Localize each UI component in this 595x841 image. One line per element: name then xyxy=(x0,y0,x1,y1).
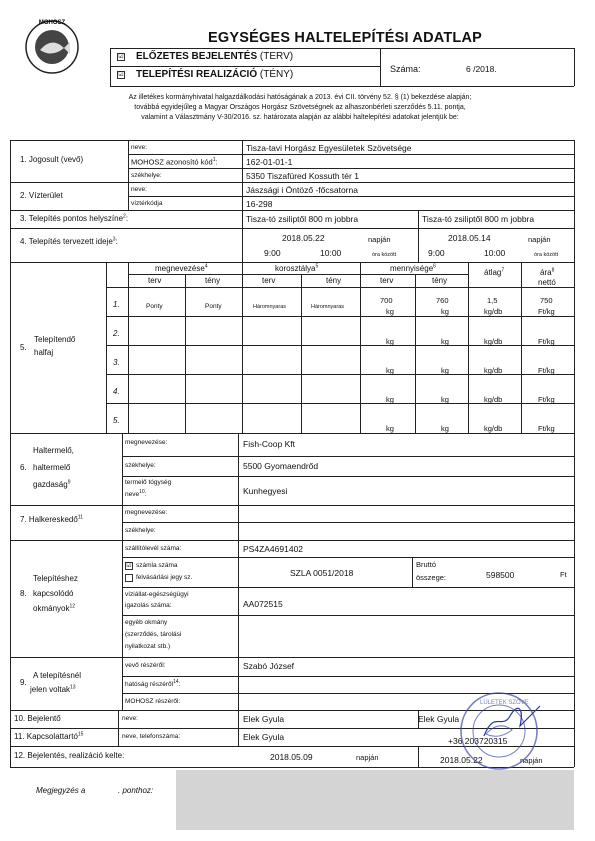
fish-avg[interactable]: 1,5 xyxy=(487,296,498,305)
row8-vet-label-2: igazolás száma: xyxy=(125,602,172,609)
row4-sup: 3 xyxy=(112,236,116,243)
row2-code-label: víztérkódja xyxy=(131,200,163,207)
row6-pond-label-2-text: neve xyxy=(125,491,140,499)
fish-sub-terv-1: terv xyxy=(148,276,162,285)
row11-sup: 15 xyxy=(77,731,84,738)
unit-kg-plan: kg xyxy=(386,366,394,375)
remarks-area[interactable] xyxy=(176,770,574,830)
fish-sub-teny-3: tény xyxy=(432,276,448,285)
row11-phone-value[interactable]: +36 203720315 xyxy=(448,736,508,746)
row6-pond-label-1: termelő tógység xyxy=(125,479,172,486)
unit-kg-plan: kg xyxy=(386,307,394,316)
row2-name-value[interactable]: Jászsági i Öntöző -főcsatorna xyxy=(246,185,358,195)
checkbox-preliminary[interactable]: ☑ xyxy=(118,54,124,60)
row6-name-label: megnevezése: xyxy=(125,439,168,446)
row6-name-value[interactable]: Fish-Coop Kft xyxy=(243,439,295,449)
fish-header-name xyxy=(155,264,208,273)
mohosz-logo xyxy=(20,14,84,76)
option-preliminary-paren: (TERV) xyxy=(259,51,294,62)
unit-ft-kg: Ft/kg xyxy=(538,424,555,433)
fish-sub-teny-2: tény xyxy=(326,276,342,285)
unit-ft-kg: Ft/kg xyxy=(538,307,555,316)
row9-num: 9. xyxy=(20,678,27,687)
row4-plan-to[interactable]: 10:00 xyxy=(320,248,342,258)
fish-price[interactable]: 750 xyxy=(540,296,553,305)
row10-name-label: neve: xyxy=(122,715,138,722)
intro-line-3: valamint a Választmány V-30/2016. sz. határozata alapján az alábbi haltelepítési adatokat jelentjük be: xyxy=(141,114,459,121)
row1-code-label-text: MOHOSZ azonosító kód xyxy=(131,157,213,167)
remarks-label-2: . ponthoz: xyxy=(118,786,154,795)
unit-kg-db: kg/db xyxy=(484,395,503,404)
row2-name-label: neve: xyxy=(131,186,147,193)
row7-seat-label: székhelye: xyxy=(125,527,156,534)
fish-header-size-text: korosztálya xyxy=(275,264,316,273)
signature-scribble xyxy=(480,702,550,742)
row5-label-1: Telepítendő xyxy=(34,335,76,344)
fish-name-actual[interactable]: Ponty xyxy=(205,303,222,310)
unit-kg-db: kg/db xyxy=(484,366,503,375)
fish-row-num: 5. xyxy=(113,416,120,425)
fish-sub-terv-2: terv xyxy=(262,276,276,285)
row6-label-3-text: gazdaság xyxy=(33,480,68,489)
unit-kg-db: kg/db xyxy=(484,307,503,316)
row1-name-value[interactable]: Tisza-tavi Horgász Egyesületek Szövetsége xyxy=(246,143,412,153)
fish-header-price-sup: 8 xyxy=(551,267,555,274)
row12-napjan-2: napján xyxy=(520,756,543,765)
row4-plan-napjan: napján xyxy=(368,235,391,244)
row6-sup: 9 xyxy=(67,479,71,486)
checkbox-realization[interactable]: ☑ xyxy=(118,72,124,78)
row6-num: 6. xyxy=(20,463,27,472)
row9-buyer-label: vevő részéről: xyxy=(125,662,166,669)
option-realization xyxy=(136,69,293,81)
fish-header-qty-sup: 6 xyxy=(433,263,436,270)
row3-label: 3. Telepítés pontos helyszíne$^2$: xyxy=(20,213,129,223)
unit-kg-actual: kg xyxy=(441,424,449,433)
intro-line-1: Az illetékes kormányhivatal halgazdálkodási hatóságának a 2013. évi CII. törvény 52. § (1) bekezdése alapján; xyxy=(128,94,472,101)
row12-label: 12. Bejelentés, realizáció kelte: xyxy=(14,751,125,760)
row8-waybill-label: szállítólevél száma: xyxy=(125,545,182,552)
row7-label-text: 7. Halkereskedő xyxy=(20,515,78,524)
row9-label-2-text: jelen voltak xyxy=(30,685,71,694)
fish-header-price xyxy=(540,268,554,277)
row3-plan-value[interactable]: Tisza-tó zsiliptől 800 m jobbra xyxy=(246,214,359,224)
row4-actual-ora: óra között xyxy=(534,252,559,258)
unit-ft-kg: Ft/kg xyxy=(538,337,555,346)
row1-name-label: neve: xyxy=(131,144,147,151)
row5-label-2: halfaj xyxy=(34,348,54,357)
svg-text:MOHOSZ: MOHOSZ xyxy=(38,20,66,26)
row3-actual-value[interactable]: Tisza-tó zsiliptől 800 m jobbra xyxy=(422,214,535,224)
fish-header-avg-sup: 7 xyxy=(501,267,505,274)
fish-header-avg-text: átlag xyxy=(484,268,502,277)
stamp-text: LÜLETEK SZÖVE xyxy=(480,700,529,706)
row4-actual-to[interactable]: 10:00 xyxy=(484,248,506,258)
row1-code-value[interactable]: 162-01-01-1 xyxy=(246,157,293,167)
row10-signature[interactable]: Elek Gyula xyxy=(418,714,460,724)
checkbox-purchase-ticket[interactable] xyxy=(125,574,133,582)
row8-invoice-value[interactable]: SZLA 0051/2018 xyxy=(290,568,354,578)
row8-vet-label-1: víziállat-egészségügyi xyxy=(125,591,189,598)
row8-vet-value[interactable]: AA072515 xyxy=(243,599,283,609)
fish-name-plan[interactable]: Ponty xyxy=(146,303,163,310)
fish-header-qty xyxy=(390,264,436,273)
row8-other-label-2: (szerződés, tárolási xyxy=(125,631,182,638)
option-realization-paren: (TÉNY) xyxy=(259,69,294,80)
row9-authority-sup: 14 xyxy=(173,679,179,685)
row8-gross-label-1: Bruttó xyxy=(416,560,437,569)
row8-other-label-3: nyilatkozat stb.) xyxy=(125,643,171,650)
row8-invoice-label-2: felvásárlási jegy sz. xyxy=(136,574,193,581)
row8-label-3 xyxy=(33,604,75,613)
row8-invoice-label-1: számla száma xyxy=(136,562,178,569)
row4-label: 4. Telepítés tervezett ideje$^3$: xyxy=(20,236,118,246)
row1-seat-label: székhelye: xyxy=(131,172,162,179)
number-label: Száma: xyxy=(390,64,421,74)
fish-row-num: 1. xyxy=(113,300,120,309)
unit-ft-kg: Ft/kg xyxy=(538,395,555,404)
fish-header-name-text: megnevezése xyxy=(155,264,205,273)
row3-label-text: 3. Telepítés pontos helyszíne xyxy=(20,214,124,223)
row6-pond-sup: 10 xyxy=(139,489,145,495)
unit-kg-actual: kg xyxy=(441,395,449,404)
fish-row-num: 2. xyxy=(113,329,120,338)
row4-plan-from[interactable]: 9:00 xyxy=(264,248,281,258)
unit-kg-db: kg/db xyxy=(484,337,503,346)
row7-label xyxy=(20,515,83,524)
row1-code-label: MOHOSZ azonosító kód$^1$: xyxy=(131,157,218,167)
row2-label: 2. Vízterület xyxy=(20,191,63,200)
row8-other-label-1: egyéb okmány xyxy=(125,619,168,626)
row12-date-1[interactable]: 2018.05.09 xyxy=(270,752,313,762)
unit-kg-actual: kg xyxy=(441,307,449,316)
row7-sup: 11 xyxy=(77,514,84,521)
number-value: 6 /2018. xyxy=(466,64,497,74)
row12-date-2[interactable]: 2018.05.22 xyxy=(440,755,483,765)
row6-seat-label: székhelye: xyxy=(125,462,156,469)
row11-label-text: 11. Kapcsolattartó xyxy=(14,732,78,741)
option-preliminary-label: ELŐZETES BEJELENTÉS xyxy=(136,51,258,62)
document-title: EGYSÉGES HALTELEPÍTÉSI ADATLAP xyxy=(208,30,483,46)
row9-label-2 xyxy=(30,685,76,694)
row8-waybill-value[interactable]: PS4ZA4691402 xyxy=(243,544,304,554)
row4-plan-date[interactable]: 2018.05.22 xyxy=(282,233,325,243)
fish-header-price-text: ára xyxy=(540,268,552,277)
fish-header-name-sup: 4 xyxy=(204,263,208,270)
intro-line-2: továbbá egyidejűleg a Magyar Országos Horgász Szövetségnek az alhaszonbérleti szerződés 5.11. pontja, xyxy=(134,104,466,111)
fish-header-size-sup: 5 xyxy=(315,263,319,270)
row9-buyer-value[interactable]: Szabó József xyxy=(243,661,295,671)
row4-plan-ora: óra között xyxy=(372,252,397,258)
fish-row-num: 3. xyxy=(113,358,120,367)
row4-actual-napjan: napján xyxy=(528,235,551,244)
row1-label: 1. Jogosult (vevő) xyxy=(20,155,84,164)
fish-sub-terv-3: terv xyxy=(380,276,394,285)
row9-authority-label: hatóság részéről$^{14}$: xyxy=(125,679,181,689)
row4-actual-date[interactable]: 2018.05.14 xyxy=(448,233,491,243)
row11-label xyxy=(14,732,83,741)
fish-row-num: 4. xyxy=(113,387,120,396)
fish-qty-plan[interactable]: 700 xyxy=(380,296,393,305)
row8-sup: 12 xyxy=(69,603,76,610)
row9-mohosz-label: MOHOSZ részéről: xyxy=(125,698,181,705)
fish-size-actual[interactable]: Háromnyaras xyxy=(311,304,345,310)
option-realization-label: TELEPÍTÉSI REALIZÁCIÓ xyxy=(136,69,258,80)
row6-pond-value[interactable]: Kunhegyesi xyxy=(243,486,288,496)
unit-kg-plan: kg xyxy=(386,424,394,433)
fish-header-size xyxy=(275,264,318,273)
row12-napjan-1: napján xyxy=(356,753,379,762)
row10-label: 10. Bejelentő xyxy=(14,714,61,723)
row6-label-2: haltermelő xyxy=(33,463,71,472)
row3-sup: 2 xyxy=(123,213,126,220)
row2-code-value[interactable]: 16-298 xyxy=(246,199,273,209)
row9-authority-label-text: hatóság részéről xyxy=(125,681,174,689)
row8-num: 8. xyxy=(20,589,27,598)
row8-gross-unit: Ft xyxy=(560,570,567,579)
checkbox-invoice[interactable]: ☑ xyxy=(126,563,132,569)
fish-size-plan[interactable]: Háromnyaras xyxy=(253,304,287,310)
fish-sub-teny-1: tény xyxy=(205,276,221,285)
unit-kg-actual: kg xyxy=(441,337,449,346)
unit-kg-plan: kg xyxy=(386,337,394,346)
row4-actual-from[interactable]: 9:00 xyxy=(428,248,445,258)
row9-sup: 13 xyxy=(70,684,76,691)
fish-qty-actual[interactable]: 760 xyxy=(436,296,449,305)
row8-label-1: Telepítéshez xyxy=(33,574,78,583)
row1-seat-value[interactable]: 5350 Tiszafüred Kossuth tér 1 xyxy=(246,171,359,181)
unit-kg-db: kg/db xyxy=(484,424,503,433)
row11-name-value[interactable]: Elek Gyula xyxy=(243,732,285,742)
unit-ft-kg: Ft/kg xyxy=(538,366,555,375)
row6-seat-value[interactable]: 5500 Gyomaendrőd xyxy=(243,461,319,471)
row8-gross-value[interactable]: 598500 xyxy=(486,570,515,580)
row4-label-text: 4. Telepítés tervezett ideje xyxy=(20,237,113,246)
row11-name-label: neve, telefonszáma: xyxy=(122,733,181,740)
row8-label-3-text: okmányok xyxy=(33,604,70,613)
fish-header-qty-text: mennyisége xyxy=(390,264,434,273)
row8-label-2: kapcsolódó xyxy=(33,589,74,598)
row6-label-3 xyxy=(33,480,70,489)
row6-label-1: Haltermelő, xyxy=(33,446,74,455)
row6-pond-label-2: neve$^{10}$: xyxy=(125,489,147,499)
unit-kg-plan: kg xyxy=(386,395,394,404)
fish-sub-netto: nettó xyxy=(538,278,556,287)
fish-header-avg xyxy=(484,268,504,277)
row1-code-sup: 1 xyxy=(212,157,216,163)
row10-name-value[interactable]: Elek Gyula xyxy=(243,714,285,724)
unit-kg-actual: kg xyxy=(441,366,449,375)
row9-label-1: A telepítésnél xyxy=(33,671,82,680)
row8-gross-label-2: összege: xyxy=(416,573,447,582)
option-preliminary xyxy=(136,51,293,63)
remarks-label-1: Megjegyzés a xyxy=(36,786,86,795)
row7-name-label: megnevezése: xyxy=(125,509,168,516)
row5-num: 5. xyxy=(20,343,27,352)
